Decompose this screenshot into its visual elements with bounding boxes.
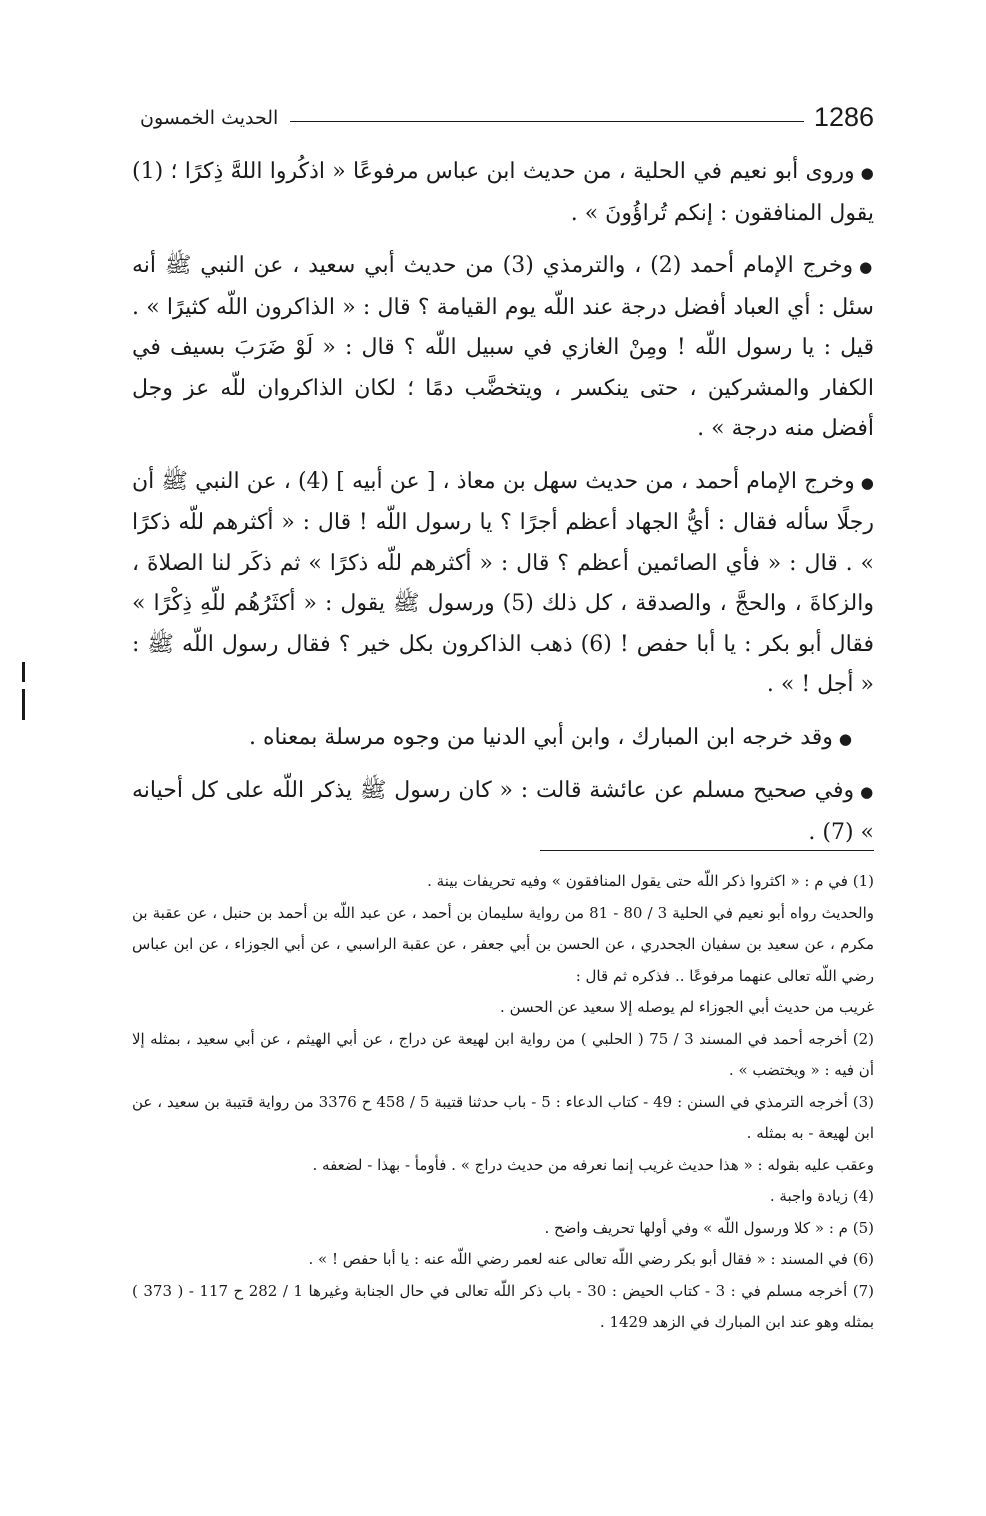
- header-rule: [290, 121, 804, 122]
- footnote-1: (1) في م : « اكثروا ذكر اللّه حتى يقول المنافقون » وفيه تحريفات بينة .: [427, 872, 874, 890]
- paragraph-sahih-muslim: [132, 771, 874, 853]
- footnote-1-source: والحديث رواه أبو نعيم في الحلية 3 / 80 - 81 من رواية سليمان بن أحمد ، عن عبد اللّه بن أحمد بن حنبل ، عن عقبة بن مكرم ، عن سعيد بن سفيان الجحدري ، عن الحسن بن أبي جعفر ، عن عقبة الراسبي ، عن أبي الجوزاء ، عن ابن عباس رضي اللّه تعالى عنهما مرفوعًا .. فذكره ثم قال :: [132, 903, 875, 985]
- footnote-1-comment: غريب من حديث أبي الجوزاء لم يوصله إلا سعيد عن الحسن .: [500, 998, 874, 1016]
- bullet-icon: ●: [838, 729, 852, 748]
- paragraph-text: وروى أبو نعيم في الحلية ، من حديث ابن عباس مرفوعًا « اذكُروا اللهَّ ذِكرًا ؛ (1) يقول المنافقون : إنكم تُراؤُونَ » .: [132, 159, 874, 226]
- main-text: [132, 152, 874, 865]
- paragraph-ahmad-tirmidhi: [132, 246, 874, 450]
- margin-mark-long: [22, 689, 25, 720]
- paragraph-text: وفي صحيح مسلم عن عائشة قالت : « كان رسول ﷺ يذكر اللّه على كل أحيانه » (7) .: [132, 778, 874, 845]
- footnote-3: (3) أخرجه الترمذي في السنن : 49 - كتاب الدعاء : 5 - باب حدثنا قتيبة 5 / 458 ح 3376 من رواية قتيبة بن سعيد ، عن ابن لهيعة - به بمثله .: [132, 1092, 874, 1142]
- footnote-4: (4) زيادة واجبة .: [769, 1187, 874, 1205]
- footnote-separator: [540, 850, 874, 851]
- paragraph-sahl-ibn-muadh: [132, 462, 874, 706]
- paragraph-text: وخرج الإمام أحمد (2) ، والترمذي (3) من حديث أبي سعيد ، عن النبي ﷺ أنه سئل : أي العباد أفضل درجة عند اللّه يوم القيامة ؟ قال : « الذاكرون اللّه كثيرًا » . قيل : يا رسول اللّه ! ومِنْ الغازي في سبيل اللّه ؟ قال : « لَوْ ضَرَبَ بسيف في الكفار والمشركين ، حتى ينكسر ، ويتخضَّب دمًا ؛ لكان الذاكروان للّه عز وجل أفضل منه درجة » .: [132, 253, 874, 441]
- page-number: 1286: [813, 102, 874, 132]
- running-header: [140, 100, 874, 136]
- footnotes: [132, 866, 874, 1339]
- paragraph-abu-nuaym: [132, 152, 874, 234]
- bullet-icon: ●: [859, 258, 875, 276]
- footnote-2: (2) أخرجه أحمد في المسند 3 / 75 ( الحلبي ) من رواية ابن لهيعة عن دراج ، عن أبي الهيثم ، عن أبي سعيد ، بمثله إلا أن فيه : « ويختضب » .: [132, 1029, 874, 1079]
- footnote-5: (5) م : « كلا ورسول اللّه » وفي أولها تحريف واضح .: [544, 1218, 874, 1237]
- paragraph-text: وخرج الإمام أحمد ، من حديث سهل بن معاذ ، [ عن أبيه ] (4) ، عن النبي ﷺ أن رجلًا سأله فقال : أيُّ الجهاد أعظم أجرًا ؟ يا رسول اللّه ! قال : « أكثرهم للّه ذكرًا » . قال : « فأي الصائمين أعظم ؟ قال : « أكثرهم للّه ذكرًا » ثم ذكَر لنا الصلاةَ ، والزكاةَ ، والحجَّ ، والصدقة ، كل ذلك (5) ورسول ﷺ يقول : « أكثَرُهُم للّهِ ذِكْرًا » فقال أبو بكر : يا أبا حفص ! (6) ذهب الذاكرون بكل خير ؟ فقال رسول اللّه ﷺ : « أجل ! » .: [132, 468, 874, 697]
- footnote-3-comment: وعقب عليه بقوله : « هذا حديث غريب إنما نعرفه من حديث دراج » . فأومأ - بهذا - لضعفه .: [312, 1155, 874, 1174]
- bullet-icon: ●: [860, 164, 875, 182]
- margin-mark-short: [22, 662, 25, 682]
- running-title: الحديث الخمسون: [140, 107, 279, 129]
- paragraph-text: وقد خرجه ابن المبارك ، وابن أبي الدنيا من وجوه مرسلة بمعناه .: [249, 724, 833, 750]
- footnote-6: (6) في المسند : « فقال أبو بكر رضي اللّه تعالى عنه لعمر رضي اللّه عنه : يا أبا حفص ! » .: [308, 1250, 874, 1268]
- paragraph-ibn-al-mubarak: [132, 718, 874, 760]
- footnote-7: (7) أخرجه مسلم في : 3 - كتاب الحيض : 30 - باب ذكر اللّه تعالى في حال الجنابة وغيرها 1 / 282 ح 117 - ( 373 ) بمثله وهو عند ابن المبارك في الزهد 1429 .: [132, 1281, 875, 1331]
- bullet-icon: ●: [860, 473, 874, 492]
- bullet-icon: ●: [860, 783, 874, 801]
